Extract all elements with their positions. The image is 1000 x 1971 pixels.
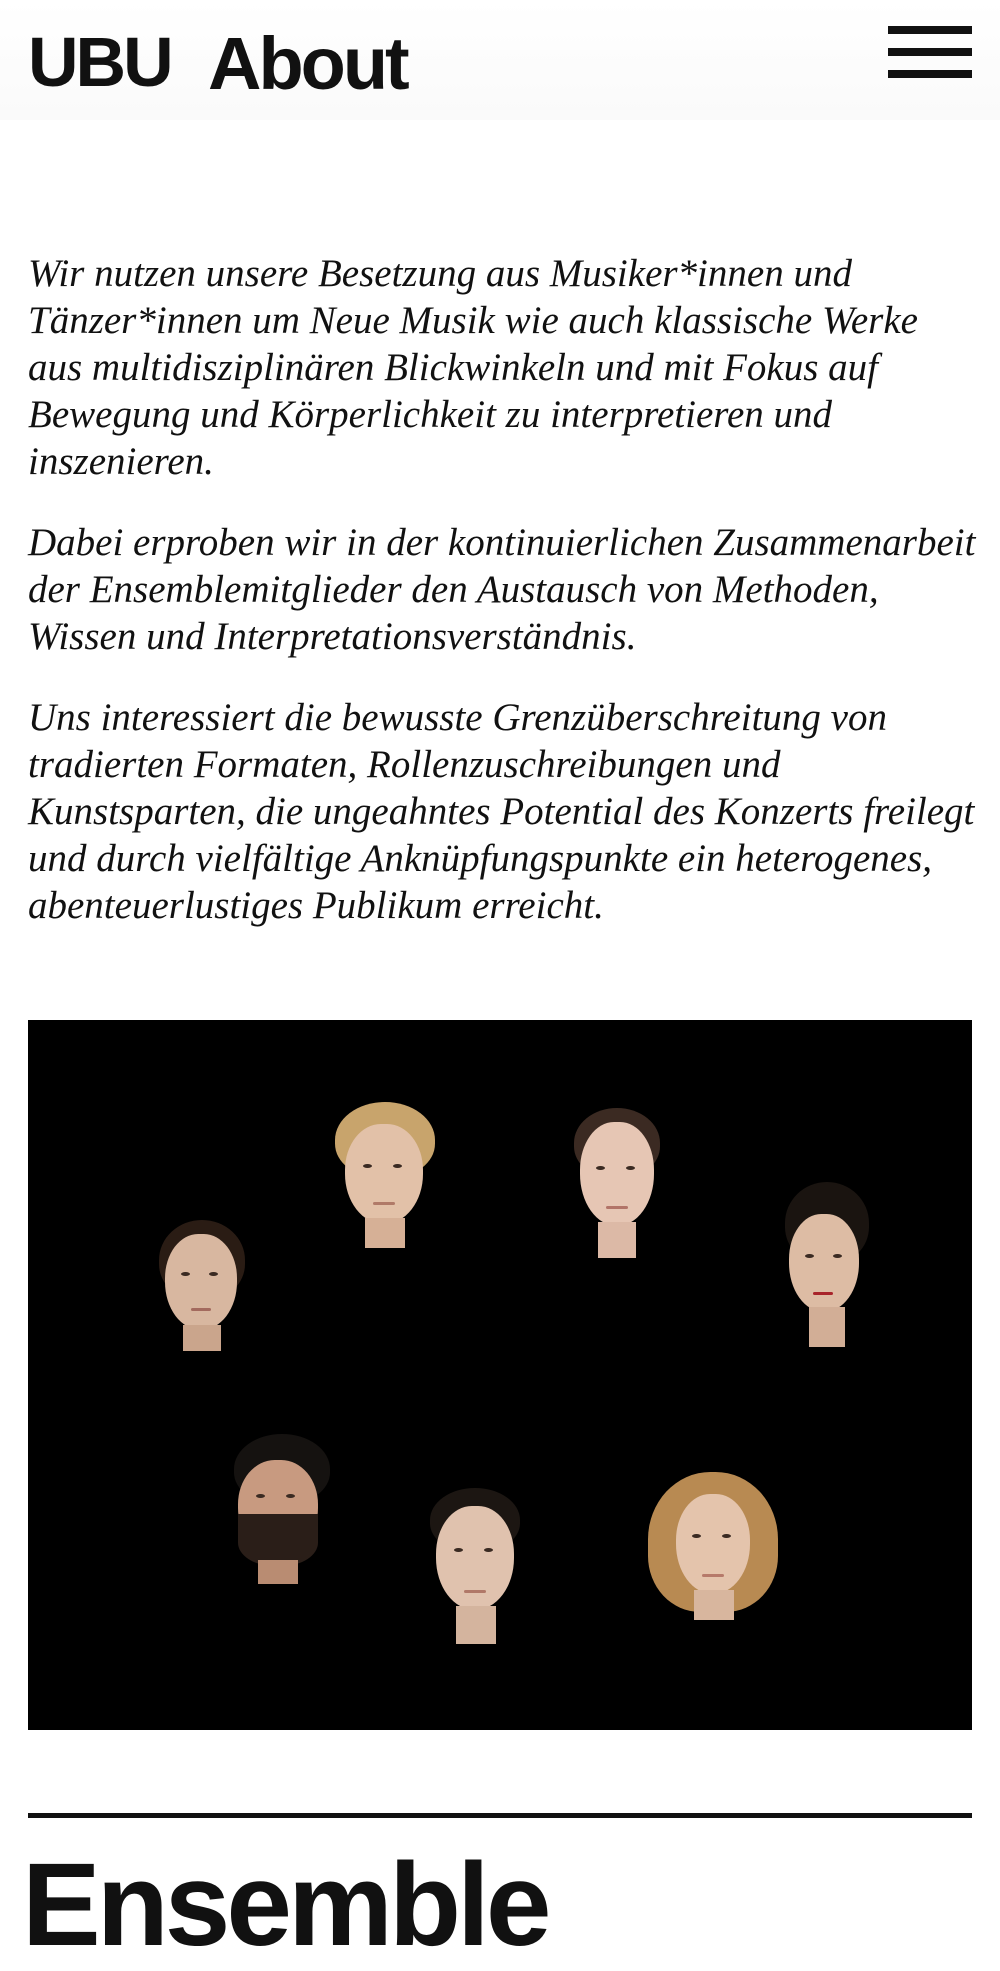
ensemble-member-portrait [426,1488,536,1668]
ensemble-member-portrait [153,1220,273,1400]
intro-paragraph: Dabei erproben wir in der kontinuierlichen Zusammenarbeit der Ensemblemitglieder den Austausch von Methoden, Wissen und Interpretationsverständnis. [28,521,976,658]
ensemble-heading: Ensemble [22,1839,548,1971]
page-title: About [208,22,407,105]
menu-bar [888,70,972,78]
menu-bar [888,26,972,34]
intro-text [28,250,978,963]
ensemble-member-portrait [333,1102,453,1282]
intro-paragraph: Wir nutzen unsere Besetzung aus Musiker*innen und Tänzer*innen um Neue Musik wie auch klassische Werke aus multidisziplinären Blickwinkeln und mit Fokus auf Bewegung und Körperlichkeit zu interpretieren und inszenieren. [28,252,918,483]
ensemble-photo [28,1020,972,1730]
site-header [0,0,1000,120]
ensemble-member-portrait [228,1434,358,1614]
ensemble-member-portrait [648,1472,788,1652]
site-logo[interactable]: UBU [28,23,171,101]
intro-paragraph: Uns interessiert die bewusste Grenzüberschreitung von tradierten Formaten, Rollenzuschreibungen und Kunstsparten, die ungeahntes Potential des Konzerts freilegt und durch vielfältige Anknüpfungspunkte ein heterogenes, abenteuerlustiges Publikum erreicht. [28,696,975,927]
section-divider [28,1813,972,1818]
menu-bar [888,48,972,56]
ensemble-member-portrait [773,1182,893,1382]
hamburger-menu-icon[interactable] [888,24,972,80]
ensemble-member-portrait [568,1108,678,1288]
